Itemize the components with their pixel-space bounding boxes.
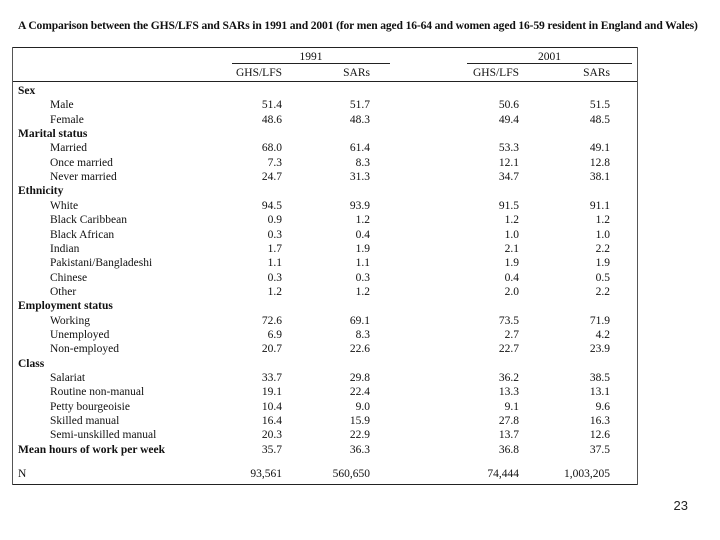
- table-cell: 0.4: [504, 271, 519, 284]
- table-cell: 27.8: [498, 415, 519, 428]
- table-cell: 36.2: [498, 372, 519, 384]
- table-row: [12, 428, 638, 442]
- table-cell: 38.1: [589, 171, 610, 184]
- table-row: [12, 414, 638, 428]
- table-cell: 72.6: [261, 314, 282, 327]
- table-cell: 9.1: [504, 400, 519, 413]
- table-cell: 1.2: [355, 285, 370, 298]
- section-label: Class: [18, 357, 45, 370]
- table-cell: 29.8: [349, 372, 370, 384]
- row-label: Never married: [50, 171, 117, 184]
- n-cell: 560,650: [332, 468, 370, 480]
- row-label: Black Caribbean: [50, 214, 127, 227]
- n-label: N: [18, 468, 27, 480]
- table-cell: 73.5: [498, 314, 519, 327]
- row-label: Routine non-manual: [50, 386, 145, 399]
- table-row: [12, 314, 638, 328]
- table-cell: 15.9: [349, 415, 370, 428]
- section-label: Marital status: [18, 128, 88, 141]
- table-cell: 1.9: [504, 257, 519, 270]
- col-header-sars-1991: SARs: [343, 67, 370, 79]
- table-cell: 0.3: [355, 271, 370, 284]
- table-cell: 7.3: [267, 156, 282, 169]
- col-header-ghs-1991: GHS/LFS: [235, 67, 282, 79]
- table-cell: 4.2: [595, 328, 610, 341]
- table-top-rule: [12, 47, 638, 48]
- table-cell: 94.5: [261, 199, 282, 212]
- table-row: [12, 199, 638, 213]
- table-cell: 0.3: [267, 271, 282, 284]
- row-label: Female: [50, 113, 84, 126]
- table-cell: 8.3: [355, 156, 370, 169]
- table-cell: 51.7: [349, 99, 370, 112]
- table-cell: 2.2: [595, 285, 610, 298]
- table-cell: 48.6: [261, 113, 282, 126]
- table-cell: 71.9: [589, 314, 610, 327]
- table-cell: 31.3: [349, 171, 370, 184]
- section-row: [12, 184, 638, 198]
- row-label: White: [50, 199, 79, 212]
- table-cell: 1.9: [355, 242, 370, 255]
- col-header-sars-2001: SARs: [583, 67, 610, 79]
- section-label: Mean hours of work per week: [18, 443, 166, 456]
- table-cell: 53.3: [498, 142, 519, 155]
- table-cell: 23.9: [589, 343, 610, 356]
- table-cell: 0.3: [267, 228, 282, 241]
- table-cell: 9.0: [355, 400, 370, 413]
- row-label: Once married: [50, 156, 113, 169]
- table-row: [12, 141, 638, 155]
- table-bottom-rule: [12, 484, 638, 485]
- table-cell: 51.5: [589, 99, 610, 112]
- section-label: Sex: [18, 85, 36, 97]
- table-row: [12, 400, 638, 414]
- table-cell: 68.0: [261, 142, 282, 155]
- table-cell: 33.7: [261, 372, 282, 384]
- year-2001-underline: [467, 63, 632, 64]
- page-number: 23: [673, 498, 688, 513]
- row-label: Male: [50, 99, 74, 112]
- table-cell: 13.3: [498, 386, 519, 399]
- table-cell: 51.4: [261, 99, 282, 112]
- section-row: [12, 127, 638, 141]
- year-header-1991: 1991: [299, 51, 323, 63]
- col-header-ghs-2001: GHS/LFS: [472, 67, 519, 79]
- row-label: Skilled manual: [50, 415, 120, 428]
- table-cell: 13.1: [589, 386, 610, 399]
- table-cell: 38.5: [589, 372, 610, 384]
- n-cell: 93,561: [250, 468, 282, 480]
- table-cell: 8.3: [355, 328, 370, 341]
- table-cell: 22.7: [498, 343, 519, 356]
- table-row: [12, 371, 638, 385]
- table-cell: 69.1: [349, 314, 370, 327]
- table-cell: 2.7: [504, 328, 519, 341]
- table-row: [12, 156, 638, 170]
- table-cell: 9.6: [595, 400, 610, 413]
- year-1991-underline: [232, 63, 390, 64]
- section-label: Ethnicity: [18, 185, 64, 198]
- table-row: [12, 285, 638, 299]
- row-label: Petty bourgeoisie: [50, 400, 130, 413]
- table-cell: 10.4: [261, 400, 282, 413]
- table-cell: 1.2: [355, 214, 370, 227]
- comparison-table: [12, 47, 638, 485]
- table-cell: 12.6: [589, 429, 610, 442]
- section-row: [12, 299, 638, 313]
- row-label: Indian: [50, 242, 80, 255]
- table-cell: 0.9: [267, 214, 282, 227]
- table-cell: 12.1: [498, 156, 519, 169]
- table-cell: 34.7: [498, 171, 519, 184]
- row-label: Non-employed: [50, 343, 119, 356]
- table-row: [12, 256, 638, 270]
- table-cell: 36.8: [498, 443, 519, 456]
- table-cell: 48.5: [589, 113, 610, 126]
- row-label: Chinese: [50, 271, 88, 284]
- row-label: Married: [50, 142, 88, 155]
- table-cell: 22.9: [349, 429, 370, 442]
- table-cell: 61.4: [349, 142, 370, 155]
- table-cell: 1.2: [595, 214, 610, 227]
- table-cell: 0.4: [355, 228, 370, 241]
- row-label: Semi-unskilled manual: [50, 429, 157, 442]
- table-cell: 24.7: [261, 171, 282, 184]
- table-cell: 13.7: [498, 429, 519, 442]
- table-cell: 1.1: [355, 257, 370, 270]
- table-cell: 35.7: [261, 443, 282, 456]
- section-row: [12, 357, 638, 371]
- table-cell: 12.8: [589, 156, 610, 169]
- table-cell: 6.9: [267, 328, 282, 341]
- table-row: [12, 328, 638, 342]
- table-cell: 2.1: [504, 242, 519, 255]
- table-row: [12, 342, 638, 356]
- table-cell: 49.4: [498, 113, 519, 126]
- table-cell: 19.1: [261, 386, 282, 399]
- header-rule: [12, 81, 638, 82]
- table-row: [12, 213, 638, 227]
- table-cell: 2.2: [595, 242, 610, 255]
- table-cell: 22.4: [349, 386, 370, 399]
- table-cell: 91.5: [498, 199, 519, 212]
- table-cell: 16.3: [589, 415, 610, 428]
- table-row: [12, 170, 638, 184]
- n-cell: 1,003,205: [564, 468, 610, 480]
- table-cell: 20.7: [261, 343, 282, 356]
- table-cell: 0.5: [595, 271, 610, 284]
- table-cell: 37.5: [589, 443, 610, 456]
- table-row: [12, 98, 638, 112]
- table-cell: 50.6: [498, 99, 519, 112]
- table-cell: 1.2: [267, 285, 282, 298]
- table-cell: 1.0: [595, 228, 610, 241]
- table-cell: 91.1: [589, 199, 610, 212]
- table-row: [12, 242, 638, 256]
- table-cell: 1.7: [267, 242, 282, 255]
- section-row: [12, 84, 638, 98]
- n-cell: 74,444: [487, 468, 519, 480]
- table-cell: 22.6: [349, 343, 370, 356]
- table-row: [12, 113, 638, 127]
- table-cell: 1.0: [504, 228, 519, 241]
- table-cell: 2.0: [504, 285, 519, 298]
- table-title: A Comparison between the GHS/LFS and SARs in 1991 and 2001 (for men aged 16-64 and women aged 16-59 resident in England and Wales): [18, 19, 698, 32]
- table-cell: 93.9: [349, 199, 370, 212]
- table-cell: 36.3: [349, 443, 370, 456]
- section-label: Employment status: [18, 300, 113, 313]
- table-row: [12, 385, 638, 399]
- table-cell: 49.1: [589, 142, 610, 155]
- row-label: Other: [50, 285, 77, 298]
- table-cell: 1.9: [595, 257, 610, 270]
- table-row: [12, 271, 638, 285]
- row-label: Pakistani/Bangladeshi: [50, 257, 153, 270]
- row-label: Working: [50, 314, 90, 327]
- row-label: Black African: [50, 228, 115, 241]
- table-cell: 20.3: [261, 429, 282, 442]
- table-cell: 16.4: [261, 415, 282, 428]
- table-row: [12, 228, 638, 242]
- table-cell: 1.2: [504, 214, 519, 227]
- row-label: Salariat: [50, 372, 86, 384]
- table-cell: 1.1: [267, 257, 282, 270]
- year-header-2001: 2001: [538, 51, 561, 63]
- row-label: Unemployed: [50, 328, 110, 341]
- n-row: [12, 467, 638, 481]
- table-cell: 48.3: [349, 113, 370, 126]
- section-row: [12, 443, 638, 457]
